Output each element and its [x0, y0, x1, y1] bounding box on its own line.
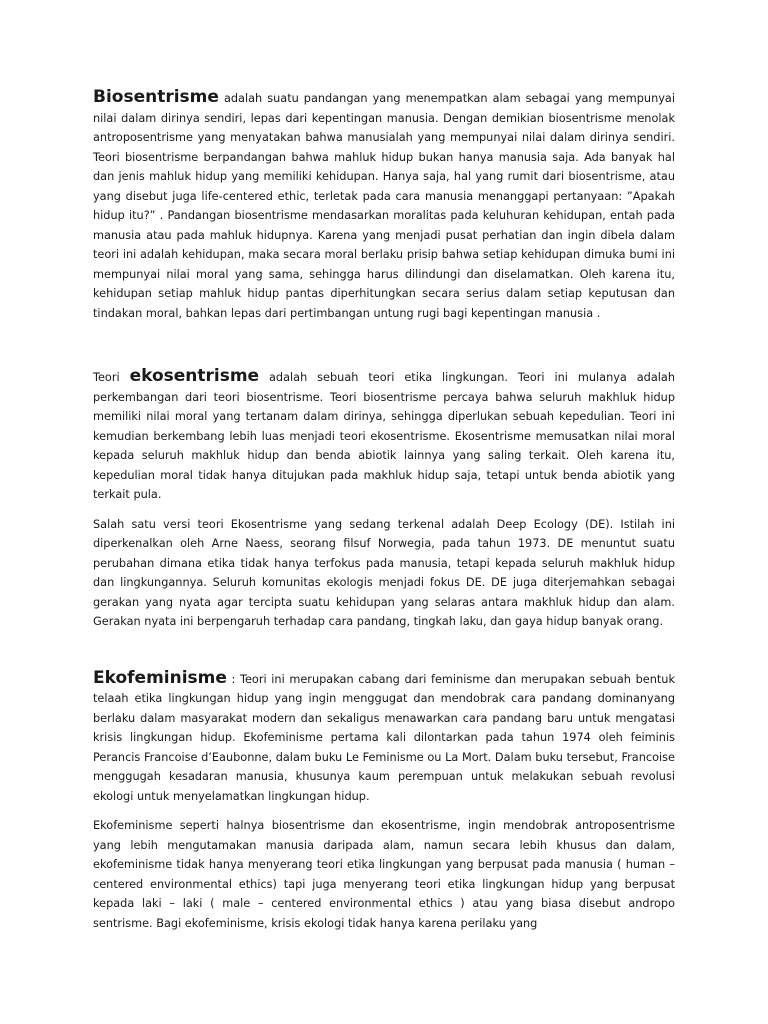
- spacer: [93, 632, 675, 669]
- spacer: [93, 323, 675, 367]
- paragraph-deep-ecology: Salah satu versi teori Ekosentrisme yang sedang terkenal adalah Deep Ecology (DE). Istilah ini diperkenalkan oleh Arne Naess, seorang filsuf Norwegia, pada tahun 1973. DE menuntut suatu perubahan dimana etika tidak hanya terfokus pada manusia, tetapi kepada seluruh makhluk hidup dan lingkungannya. Seluruh komunitas ekologis menjadi fokus DE. DE juga diterjemahkan sebagai gerakan yang nyata agar tercipta suatu kehidupan yang selaras antara makhluk hidup dan alam. Gerakan nyata ini berpengaruh terhadap cara pandang, tingkah laku, dan gaya hidup banyak orang.: [93, 517, 675, 628]
- spacer: [93, 806, 675, 816]
- term-ekosentrisme: ekosentrisme: [129, 366, 260, 386]
- paragraph-text: adalah suatu pandangan yang menempatkan alam sebagai yang mempunyai nilai dalam dirinya sendiri, lepas dari kepentingan manusia. Dengan demikian biosentrisme menolak antroposentrisme yang menyatakan bahwa manusialah yang mempunyai nilai dalam dirinya sendiri. Teori biosentrisme berpandangan bahwa mahluk hidup bukan hanya manusia saja. Ada banyak hal dan jenis mahluk hidup yang memiliki kehidupan. Hanya saja, hal yang rumit dari biosentrisme, atau yang disebut juga life-centered ethic, terletak pada cara manusia menanggapi pertanyaan: ”Apakah hidup itu?” . Pandangan biosentrisme mendasarkan moralitas pada keluhuran kehidupan, entah pada manusia atau pada mahluk hidupnya. Karena yang menjadi pusat perhatian dan ingin dibela dalam teori ini adalah kehidupan, maka secara moral berlaku prisip bahwa setiap kehidupan dimuka bumi ini mempunyai nilai moral yang sama, sehingga harus dilindungi dan diselamatkan. Oleh karena itu, kehidupan setiap mahluk hidup pantas diperhitungkan secara serius dalam setiap keputusan dan tindakan moral, bahkan lepas dari pertimbangan untung rugi bagi kepentingan manusia .: [93, 92, 675, 320]
- paragraph-biosentrisme: [93, 88, 675, 323]
- paragraph-text: : Teori ini merupakan cabang dari feminisme dan merupakan sebuah bentuk telaah etika lingkungan hidup yang ingin menggugat dan mendobrak cara pandang dominanyang berlaku dalam masyarakat modern dan sekaligus menawarkan cara pandang baru untuk mengatasi krisis lingkungan hidup. Ekofeminisme pertama kali dilontarkan pada tahun 1974 oleh feiminis Perancis Francoise d’Eaubonne, dalam buku Le Feminisme ou La Mort. Dalam buku tersebut, Francoise menggugah kesadaran manusia, khusunya kaum perempuan untuk melakukan sebuah revolusi ekologi untuk menyelamatkan lingkungan hidup.: [93, 672, 675, 803]
- paragraph-ekofeminisme-2: Ekofeminisme seperti halnya biosentrisme dan ekosentrisme, ingin mendobrak antroposentrisme yang lebih mengutamakan manusia daripada alam, namun secara lebih khusus dan dalam, ekofeminisme tidak hanya menyerang teori etika lingkungan yang berpusat pada manusia ( human – centered environmental ethics) tapi juga menyerang teori etika lingkungan hidup yang berpusat kepada laki – laki ( male – centered environmental ethics ) atau yang biasa disebut andropo sentrisme. Bagi ekofeminisme, krisis ekologi tidak hanya karena perilaku yang: [93, 819, 675, 930]
- term-ekofeminisme: Ekofeminisme: [93, 667, 227, 688]
- spacer: [93, 505, 675, 515]
- term-biosentrisme: Biosentrisme: [93, 87, 219, 107]
- paragraph-text: adalah sebuah teori etika lingkungan. Teori ini mulanya adalah perkembangan dari teori biosentrisme. Teori biosentrisme percaya bahwa seluruh makhluk hidup memiliki nilai moral yang tertanam dalam dirinya, sehingga diperlukan sebuah kepedulian. Teori ini kemudian berkembang lebih luas menjadi teori ekosentrisme. Ekosentrisme memusatkan nilai moral kepada seluruh makhluk hidup dan benda abiotik lainnya yang saling terkait. Oleh karena itu, kepedulian moral tidak hanya ditujukan pada makhluk hidup saja, tetapi untuk benda abiotik yang terkait pula.: [93, 371, 675, 501]
- paragraph-ekosentrisme: [93, 367, 675, 505]
- paragraph-ekofeminisme: [93, 669, 675, 807]
- paragraph-prefix: Teori: [93, 371, 130, 384]
- document-page: [93, 88, 675, 933]
